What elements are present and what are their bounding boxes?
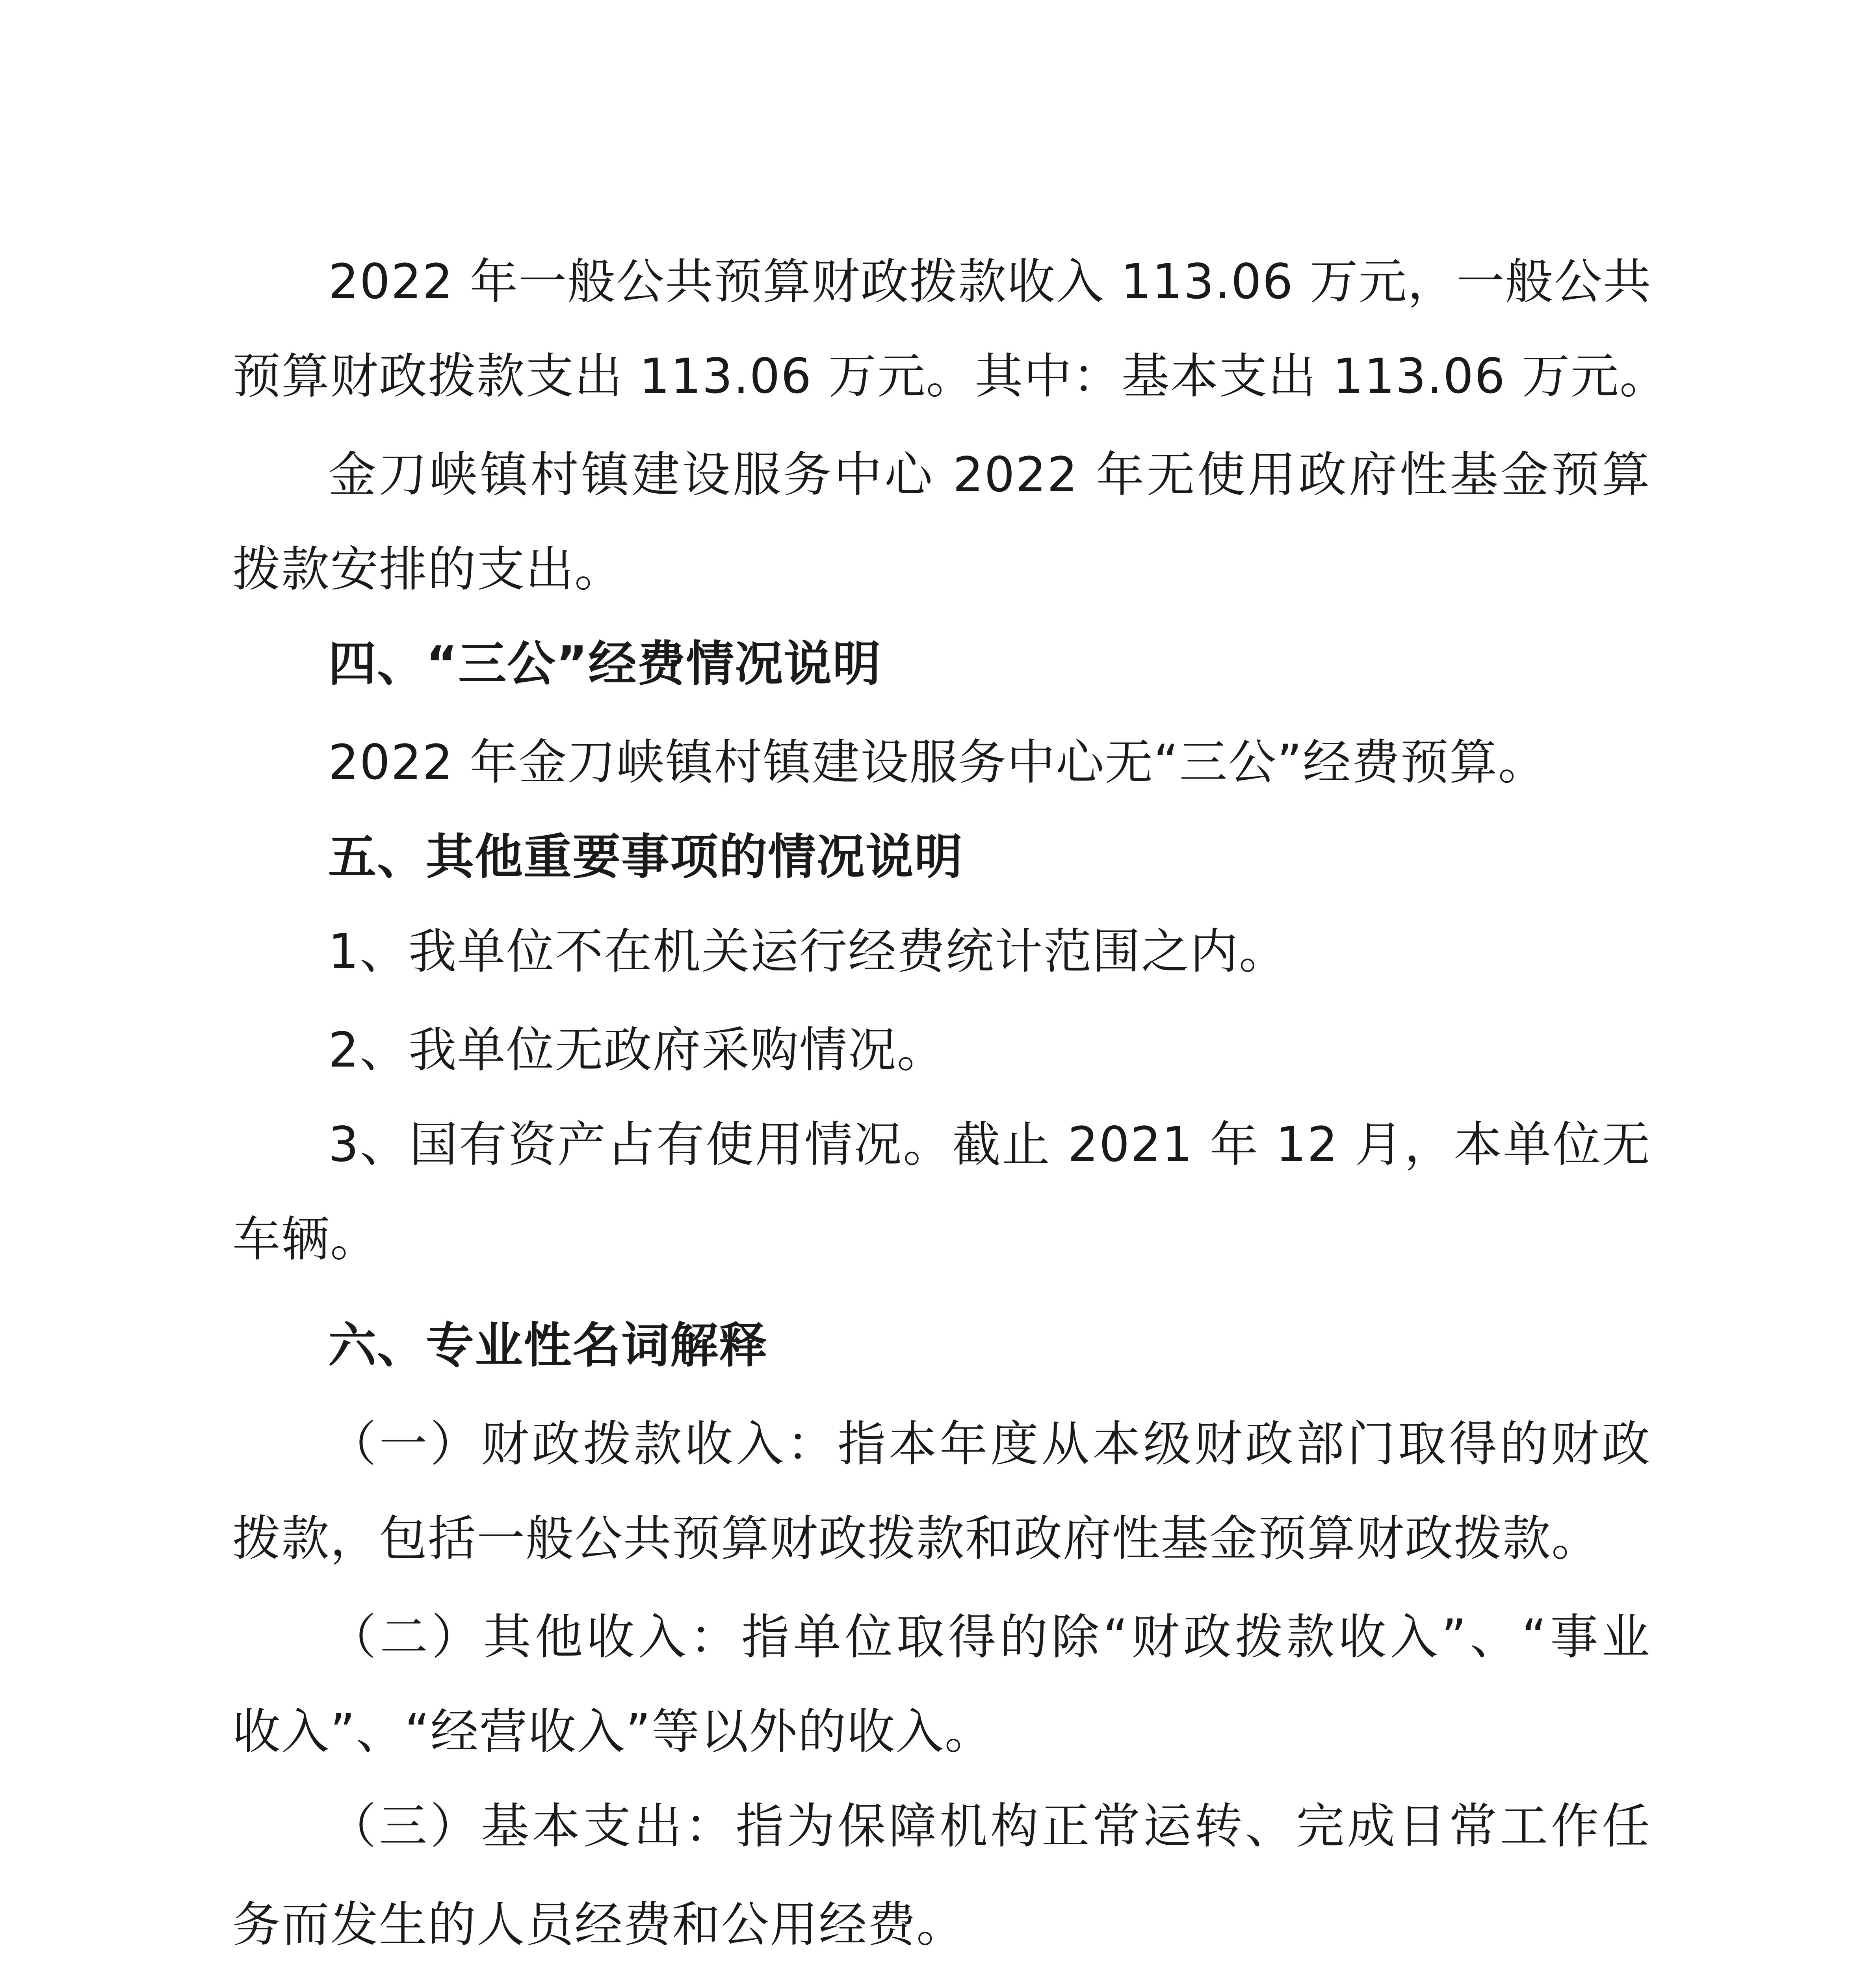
body-text-line: 3、国有资产占有使用情况。截止 2021 年 12 月，本单位无 bbox=[328, 1117, 1651, 1173]
body-text-line: 2、我单位无政府采购情况。 bbox=[328, 1022, 946, 1078]
body-text-line: 拨款安排的支出。 bbox=[232, 541, 623, 597]
body-text-line: 车辆。 bbox=[232, 1211, 379, 1267]
body-text-line: 1、我单位不在机关运行经费统计范围之内。 bbox=[328, 924, 1288, 979]
body-text-line: （一）财政拨款收入：指本年度从本级财政部门取得的财政 bbox=[328, 1416, 1651, 1472]
body-text-line: 2022 年一般公共预算财政拨款收入 113.06 万元，一般公共 bbox=[328, 254, 1652, 310]
body-text-line: 收入”、“经营收入”等以外的收入。 bbox=[232, 1704, 994, 1760]
body-text-line: （二）其他收入：指单位取得的除“财政拨款收入”、“事业 bbox=[328, 1609, 1651, 1665]
body-text-line: 拨款，包括一般公共预算财政拨款和政府性基金预算财政拨款。 bbox=[232, 1511, 1600, 1567]
section-heading-six: 六、专业性名词解释 bbox=[328, 1318, 768, 1373]
section-heading-four: 四、“三公”经费情况说明 bbox=[328, 636, 882, 692]
body-text-line: 务而发生的人员经费和公用经费。 bbox=[232, 1897, 965, 1953]
body-text-line: （三）基本支出：指为保障机构正常运转、完成日常工作任 bbox=[328, 1798, 1651, 1854]
body-text-line: 金刀峡镇村镇建设服务中心 2022 年无使用政府性基金预算 bbox=[328, 447, 1651, 503]
body-text-line: 预算财政拨款支出 113.06 万元。其中：基本支出 113.06 万元。 bbox=[232, 348, 1668, 404]
body-text-line: 2022 年金刀峡镇村镇建设服务中心无“三公”经费预算。 bbox=[328, 734, 1547, 790]
section-heading-five: 五、其他重要事项的情况说明 bbox=[328, 829, 963, 885]
